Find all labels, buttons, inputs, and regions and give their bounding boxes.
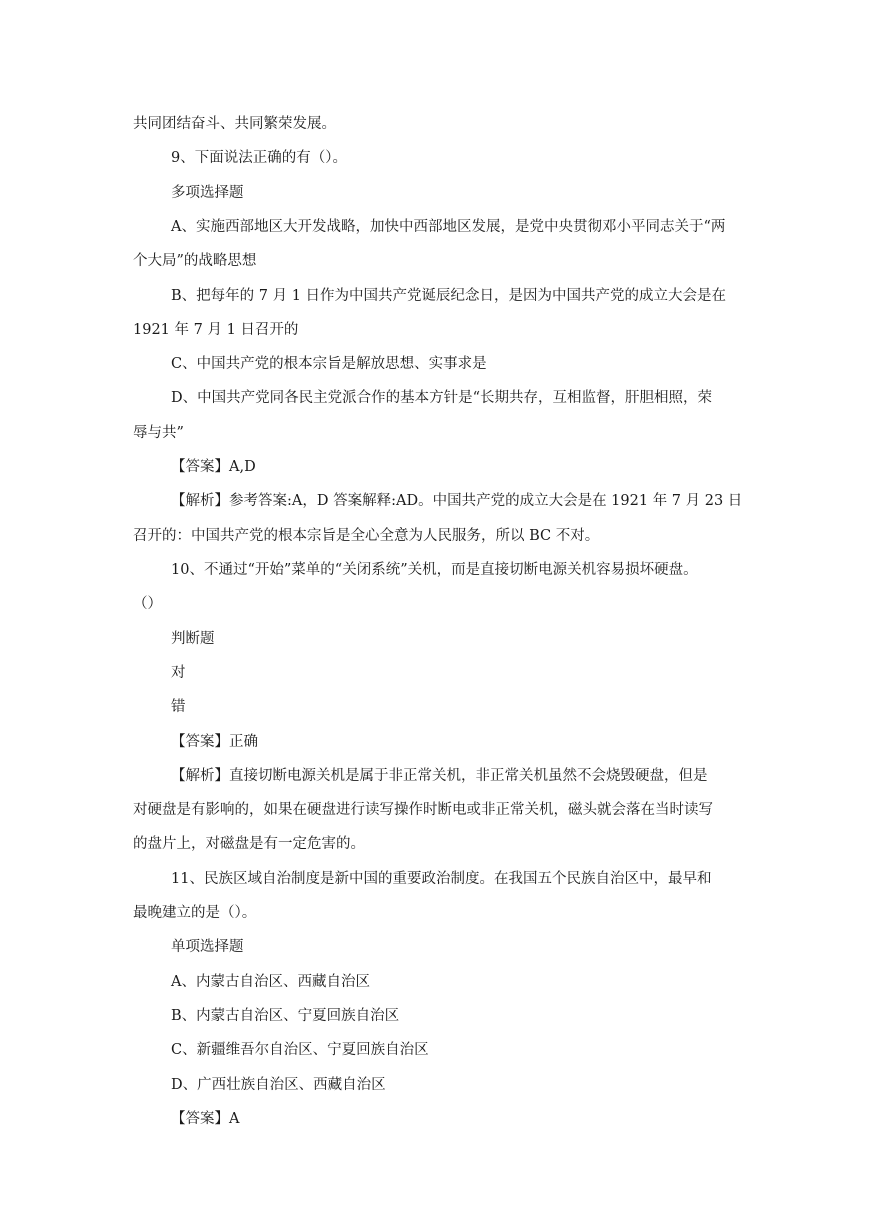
explanation-line: 【解析】参考答案:A，D 答案解释:AD。中国共产党的成立大会是在 1921 年 7 月 23 日 — [171, 493, 743, 509]
question-type-label: 多项选择题 — [171, 185, 244, 201]
option-a: A、实施西部地区大开发战略，加快中西部地区发展，是党中央贯彻邓小平同志关于“两 — [171, 219, 726, 235]
text-line: 共同团结奋斗、共同繁荣发展。 — [133, 116, 336, 132]
explanation-continued: 的盘片上，对磁盘是有一定危害的。 — [133, 836, 365, 852]
question-10-stem: 10、不通过“开始”菜单的“关闭系统”关机，而是直接切断电源关机容易损坏硬盘。 — [171, 562, 698, 578]
option-b-continued: 1921 年 7 月 1 日召开的 — [133, 322, 299, 338]
option-d-continued: 辱与共” — [133, 425, 184, 441]
option-true: 对 — [171, 665, 186, 681]
option-c: C、中国共产党的根本宗旨是解放思想、实事求是 — [171, 356, 487, 372]
option-b: B、把每年的 7 月 1 日作为中国共产党诞辰纪念日，是因为中国共产党的成立大会是在 — [171, 288, 727, 304]
question-10-continued: （） — [133, 596, 162, 612]
explanation-continued: 召开的：中国共产党的根本宗旨是全心全意为人民服务，所以 BC 不对。 — [133, 528, 600, 544]
option-c: C、新疆维吾尔自治区、宁夏回族自治区 — [171, 1042, 429, 1058]
option-d: D、中国共产党同各民主党派合作的基本方针是“长期共存，互相监督，肝胆相照，荣 — [171, 390, 713, 406]
question-11-continued: 最晚建立的是（）。 — [133, 905, 257, 921]
answer-line: 【答案】A,D — [171, 459, 256, 475]
option-b: B、内蒙古自治区、宁夏回族自治区 — [171, 1008, 400, 1024]
answer-line: 【答案】A — [171, 1111, 240, 1127]
option-false: 错 — [171, 699, 186, 715]
option-a: A、内蒙古自治区、西藏自治区 — [171, 974, 370, 990]
option-a-continued: 个大局”的战略思想 — [133, 253, 257, 269]
question-9-stem: 9、下面说法正确的有（）。 — [171, 150, 347, 166]
option-d: D、广西壮族自治区、西藏自治区 — [171, 1077, 386, 1093]
explanation-continued: 对硬盘是有影响的，如果在硬盘进行读写操作时断电或非正常关机，磁头就会落在当时读写 — [133, 802, 713, 818]
question-type-label: 单项选择题 — [171, 939, 244, 955]
answer-line: 【答案】正确 — [171, 734, 258, 750]
question-type-label: 判断题 — [171, 631, 215, 647]
explanation-line: 【解析】直接切断电源关机是属于非正常关机，非正常关机虽然不会烧毁硬盘，但是 — [171, 768, 708, 784]
question-11-stem: 11、民族区域自治制度是新中国的重要政治制度。在我国五个民族自治区中，最早和 — [171, 871, 712, 887]
